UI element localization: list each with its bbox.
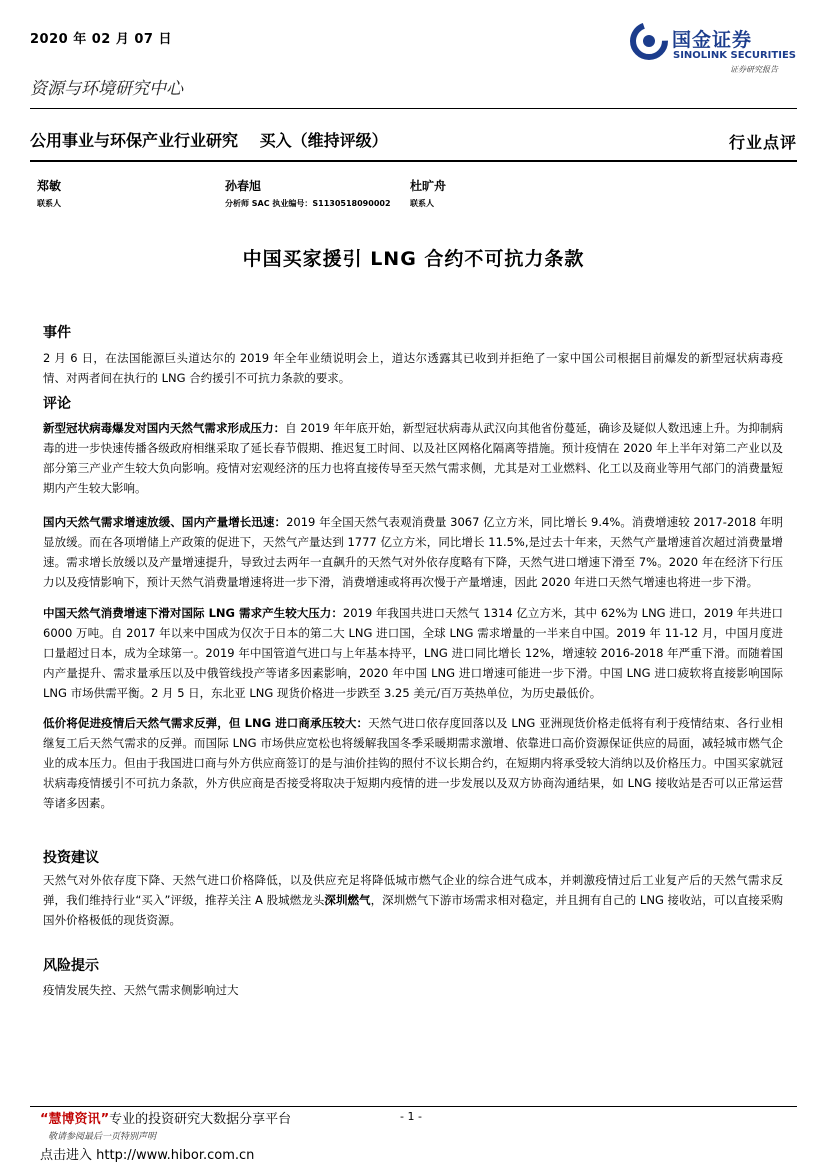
document-title: 中国买家援引 LNG 合约不可抗力条款 [242,248,585,270]
paragraph-lead: 低价将促进疫情后天然气需求反弹，但 LNG 进口商承压较大： [43,716,369,730]
page-number: - 1 - [400,1110,422,1123]
footer-link[interactable]: 点击进入 http://www.hibor.com.cn [40,1148,255,1163]
investment-advice-heading: 投资建议 [43,850,99,866]
paragraph-body: 2019 年我国共进口天然气 1314 亿立方米，其中 62%为 LNG 进口，2019 年共进口 6000 万吨。自 2017 年以来中国成为仅次于日本的第二大 LNG 进口国，全球 LNG 需求增量的一半来自中国。2019 年 11-12 月，中国月度进口量超过日本，成为全球第一。2019 年中国管道气进口与上年基本持平，LNG 进口同比增长 12%，增速较 2016-2018 年严重下滑。而随着国内产量提升、需求量承压以及中俄管线投产等诸多因素影响，2020 年中国 LNG 进口增速可能进一步下滑。中国 LNG 进口疲软将直接影响国际 LNG 市场供需平衡。2 月 5 日，东北亚 LNG 现货价格进一步跌至 3.25 美元/百万英热单位，为历史最低价。 [43,606,783,700]
company-logo [630,22,796,74]
investment-advice-paragraph [43,870,783,930]
event-heading: 事件 [43,325,71,341]
research-center-name: 资源与环境研究中心 [30,79,183,99]
footer-slogan [40,1108,291,1127]
event-paragraph: 2 月 6 日，在法国能源巨头道达尔的 2019 年全年业绩说明会上，道达尔透露其已收到并拒绝了一家中国公司根据目前爆发的新型冠状病毒疫情、对两者间在执行的 LNG 合约援引不可抗力条款的要求。 [43,351,783,385]
sinolink-logo-icon [630,22,668,60]
analyst-3 [410,177,446,209]
title-divider [30,160,797,162]
paragraph-lead: 新型冠状病毒爆发对国内天然气需求形成压力： [43,421,286,435]
analyst-role: 联系人 [37,199,61,208]
analyst-role: 联系人 [410,199,434,208]
risk-paragraph: 疫情发展失控、天然气需求侧影响过大 [43,983,239,997]
paragraph-lead: 中国天然气消费增速下滑对国际 LNG 需求产生较大压力： [43,606,343,620]
paragraph-body: ，深圳燃气下游市场需求相对稳定，并且拥有自己的 LNG 接收站，可以直接采购国外价格极低的现货资源。 [43,893,784,927]
logo-subtitle: 证券研究报告 [730,65,778,74]
paragraph-body: 天然气进口依存度回落以及 LNG 亚洲现货价格走低将有利于疫情结束、各行业相继复工后天然气需求的反弹。而国际 LNG 市场供应宽松也将缓解我国冬季采暖期需求激增、依靠进口高价资源保证供应的局面，减轻城市燃气企业的成本压力。但由于我国进口商与外方供应商签订的是与油价挂钩的照付不议长期合约，在短期内将承受较大消纳以及价格压力。中国买家就冠状病毒疫情援引不可抗力条款，外方供应商是否接受将取决于短期内疫情的进一步发展以及双方协商沟通结果，如 LNG 接收站是否可以正常运营等诸多因素。 [43,716,783,810]
comment-paragraph-4 [43,713,783,813]
report-type-label: 行业点评 [728,133,797,152]
paragraph-body: 2019 年全国天然气表观消费量 3067 亿立方米，同比增长 9.4%。消费增速较 2017-2018 年明显放缓。而在各项增储上产政策的促进下，天然气产量达到 1777 亿立方米，同比增长 11.5%,是过去十年来，天然气产量增速首次超过消费量增速。需求增长放缓以及产量增速提升，导致过去两年一直飙升的天然气对外依存度略有下降，天然气进口增速下滑至 7%。2020 年在经济下行压力以及疫情影响下，预计天然气消费量增速将进一步下滑，消费增速或将再次慢于产量增速，因此 2020 年进口天然气增速也将进一步下滑。 [43,515,783,589]
disclaimer-note: 敬请参阅最后一页特别声明 [48,1132,157,1142]
paragraph-body: 自 2019 年年底开始，新型冠状病毒从武汉向其他省份蔓延，确诊及疑似人数迅速上升。为抑制病毒的进一步快速传播各级政府相继采取了延长春节假期、推迟复工时间、以及社区网格化隔离等措施。预计疫情在 2020 年上半年对第二产业以及部分第三产业产生较大负向影响。疫情对宏观经济的压力也将直接传导至天然气需求侧，尤其是对工业燃料、化工以及商业等用气部门的消费量短期内产生较大影响。 [43,421,784,495]
comment-paragraph-3 [43,603,783,703]
report-date: 2020 年 02 月 07 日 [30,32,172,47]
footer-brand: 慧博资讯 [48,1112,101,1127]
comment-heading: 评论 [43,396,71,412]
report-category-title: 公用事业与环保产业行业研究 买入（维持评级） [30,131,388,150]
analyst-name: 杜旷舟 [410,179,447,193]
comment-paragraph-1 [43,418,783,498]
analyst-name: 郑敏 [37,179,62,193]
analyst-role: 分析师 SAC 执业编号：S1130518090002 [225,199,391,208]
analyst-2 [225,177,391,209]
comment-paragraph-2 [43,512,783,592]
recommended-stock: 深圳燃气 [324,893,371,907]
quote-mark: ” [100,1112,110,1127]
analyst-1 [37,177,61,209]
quote-mark: “ [40,1112,49,1127]
risk-heading: 风险提示 [43,958,99,974]
logo-chinese-name: 国金证券 [672,29,753,51]
paragraph-body: 天然气对外依存度下降、天然气进口价格降低，以及供应充足将降低城市燃气企业的综合进气成本，并刺激疫情过后工业复产后的天然气需求反弹，我们维持行业“买入”评级，推荐关注 A 股城燃龙头 [43,873,783,907]
footer-divider [30,1106,797,1107]
footer-slogan-text: 专业的投资研究大数据分享平台 [109,1112,292,1127]
paragraph-lead: 国内天然气需求增速放缓、国内产量增长迅速： [43,515,287,529]
header-divider [30,108,797,109]
analyst-name: 孙春旭 [225,179,262,193]
logo-english-name: SINOLINK SECURITIES [673,50,796,61]
